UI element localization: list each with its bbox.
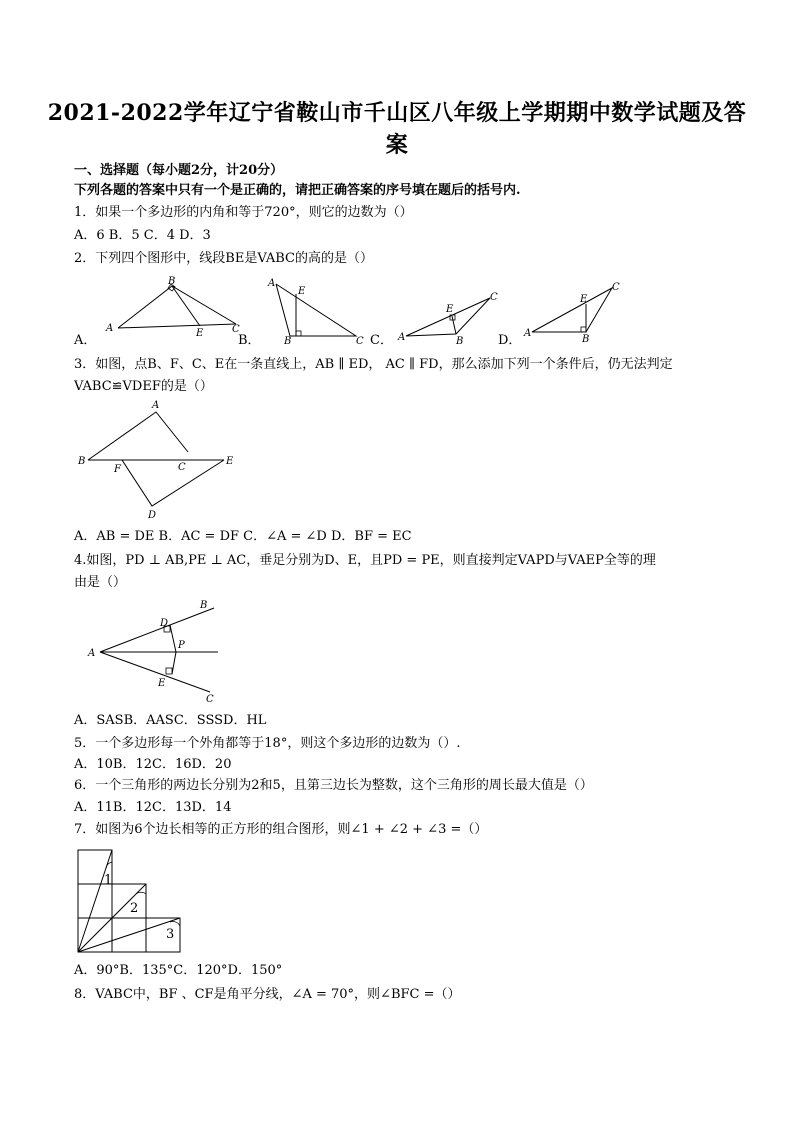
side-ac-a: [118, 324, 236, 328]
angle-1-arc: [106, 862, 112, 868]
label-c: C: [356, 336, 364, 347]
label-c: C: [490, 292, 498, 303]
triangle-def: [122, 460, 224, 506]
q7-figure: [76, 848, 186, 956]
question-2-text: 2．下列四个图形中，线段BE是VABC的高的是（）: [74, 251, 373, 266]
label-c: C: [232, 324, 240, 335]
ray-ab: [100, 608, 214, 652]
right-angle-mark: [296, 331, 301, 336]
segment-be-a: [172, 286, 200, 326]
label-d: D: [148, 510, 157, 521]
angle-3-label: 3: [166, 927, 175, 942]
angle-1-label: 1: [104, 873, 113, 888]
question-5-text: 5．一个多边形每一个外角都等于18°，则这个多边形的边数为（）.: [74, 736, 461, 751]
label-e: E: [446, 304, 454, 315]
section-heading: 一、选择题（每小题2分，计20分）: [74, 163, 284, 178]
q2-figure-c: [396, 288, 506, 348]
label-b: B: [168, 276, 176, 287]
label-b: B: [284, 336, 292, 347]
segment-pd: [170, 625, 176, 652]
question-1-options: A．6 B．5 C．4 D．3: [74, 228, 211, 243]
label-b: B: [200, 600, 208, 611]
question-3-options: A．AB = DE B．AC = DF C．∠A = ∠D D．BF = EC: [74, 529, 412, 544]
label-a: A: [268, 278, 276, 289]
q4-figure: [84, 598, 234, 706]
label-c: C: [178, 462, 186, 473]
label-f: F: [114, 464, 121, 475]
q2-figure-b: [262, 276, 372, 346]
instruction-text: 下列各题的答案中只有一个是正确的，请把正确答案的序号填在题后的括号内.: [74, 183, 521, 198]
label-a: A: [88, 648, 96, 659]
triangle-abc-b: [276, 284, 356, 336]
label-a: A: [152, 400, 160, 411]
page-title-continued: 案: [385, 132, 409, 158]
question-4-options: A．SASB．AASC．SSSD．HL: [74, 713, 267, 728]
label-e: E: [226, 456, 234, 467]
triangle-abc-d: [532, 288, 612, 332]
label-b: B: [78, 456, 86, 467]
label-e: E: [158, 678, 166, 689]
q3-figure: [74, 398, 244, 520]
question-4-text: 4.如图，PD ⊥ AB,PE ⊥ AC，垂足分别为D、E，且PD = PE，则直接判定VAPD与VAEP全等的理: [74, 553, 656, 568]
triangle-abc: [88, 412, 188, 460]
question-7-options: A．90°B．135°C．120°D．150°: [74, 963, 283, 978]
label-a: A: [106, 323, 114, 334]
question-6-text: 6．一个三角形的两边长分别为2和5，且第三边长为整数，这个三角形的周长最大值是（）: [74, 778, 593, 793]
label-a: A: [398, 332, 406, 343]
q2-option-d-label: D．: [498, 333, 522, 348]
label-e: E: [196, 328, 204, 339]
question-7-text: 7．如图为6个边长相等的正方形的组合图形，则∠1 + ∠2 + ∠3 =（）: [74, 822, 488, 837]
angle-2-label: 2: [130, 901, 139, 916]
label-c: C: [612, 282, 620, 293]
question-5-options: A．10B．12C．16D．20: [74, 757, 232, 772]
question-8-text: 8．VABC中，BF 、CF是角平分线，∠A = 70°，则∠BFC =（）: [74, 987, 461, 1002]
label-b: B: [582, 334, 590, 345]
question-1-text: 1．如果一个多边形的内角和等于720°，则它的边数为（）: [74, 205, 413, 220]
label-e: E: [298, 286, 306, 297]
right-angle-mark: [581, 327, 586, 332]
q2-figure-d: [524, 280, 634, 346]
question-6-options: A．11B．12C．13D．14: [74, 800, 232, 815]
q2-option-b-label: B．: [238, 333, 261, 348]
question-3-text: 3．如图，点B、F、C、E在一条直线上，AB ∥ ED， AC ∥ FD，那么添加下列一个条件后，仍无法判定: [74, 357, 673, 372]
question-3-text-continued: VABC≌VDEF的是（）: [74, 379, 213, 394]
segment-pe: [172, 652, 176, 674]
question-4-text-continued: 由是（）: [74, 575, 127, 590]
q2-option-a-label: A．: [74, 333, 97, 348]
label-p: P: [178, 640, 185, 651]
label-e: E: [580, 294, 588, 305]
label-a: A: [524, 328, 532, 339]
q2-option-c-label: C．: [370, 333, 393, 348]
label-c: C: [206, 694, 214, 705]
label-b: B: [456, 336, 464, 347]
page-title: 2021-2022学年辽宁省鞍山市千山区八年级上学期期中数学试题及答: [47, 100, 747, 126]
right-angle-mark-e: [166, 668, 172, 674]
ray-ac: [100, 652, 210, 692]
label-d: D: [160, 618, 169, 629]
q2-figure-a: [100, 276, 250, 339]
diagonal-lines: [78, 850, 180, 952]
angle-3-arc: [170, 921, 180, 926]
